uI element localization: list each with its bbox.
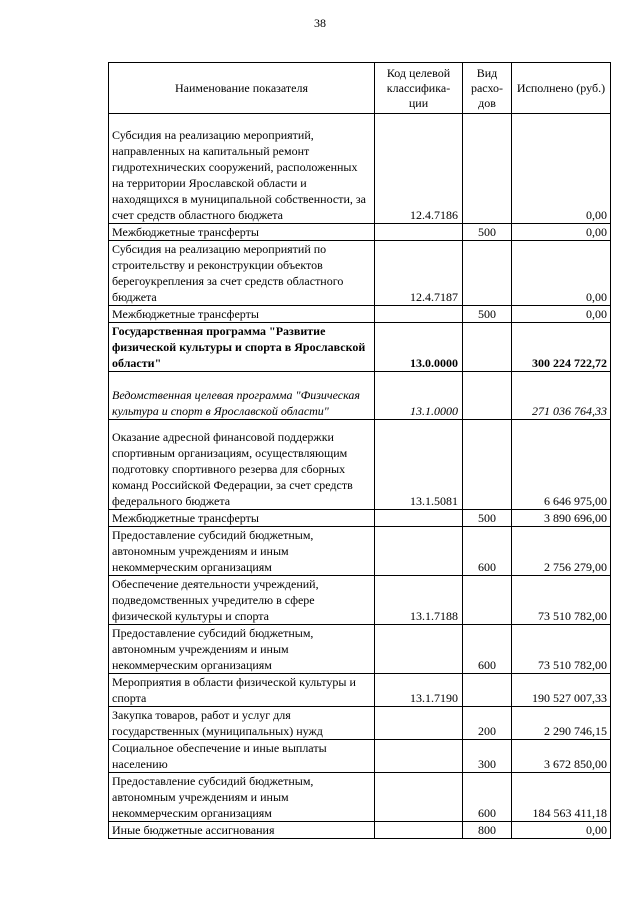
row-vid-cell: 300 [463,740,512,773]
row-code-cell [375,625,463,674]
row-amount-cell: 0,00 [512,822,611,839]
row-vid-cell: 200 [463,707,512,740]
header-code: Код целевой классифика-ции [375,63,463,114]
row-code-cell [375,822,463,839]
table-row [109,241,611,306]
row-code-cell [375,740,463,773]
row-amount-cell: 184 563 411,18 [512,773,611,822]
row-name-cell: Межбюджетные трансферты [109,510,375,527]
row-vid-cell: 600 [463,625,512,674]
row-name-cell: Ведомственная целевая программа "Физическая культура и спорт в Ярославской области" [109,372,375,420]
row-name-cell: Предоставление субсидий бюджетным, автономным учреждениям и иным некоммерческим организациям [109,527,375,576]
row-vid-cell: 500 [463,510,512,527]
row-name-cell: Обеспечение деятельности учреждений, подведомственных учредителю в сфере физической культуры и спорта [109,576,375,625]
row-code-cell [375,527,463,576]
row-vid-cell [463,323,512,372]
row-vid-cell [463,372,512,420]
table-row [109,372,611,420]
row-vid-cell [463,114,512,224]
row-code-cell: 13.1.5081 [375,420,463,510]
table-header-row [109,63,611,114]
row-name-cell: Предоставление субсидий бюджетным, автономным учреждениям и иным некоммерческим организациям [109,625,375,674]
table-row [109,674,611,707]
table-row [109,420,611,510]
table-row [109,773,611,822]
row-vid-cell: 500 [463,306,512,323]
row-code-cell [375,773,463,822]
row-name-cell: Субсидия на реализацию мероприятий по строительству и реконструкции объектов берегоукрепления за счет средств областного бюджета [109,241,375,306]
header-vid: Вид расхо-дов [463,63,512,114]
row-amount-cell: 0,00 [512,224,611,241]
header-amount: Исполнено (руб.) [512,63,611,114]
row-amount-cell: 73 510 782,00 [512,576,611,625]
row-vid-cell: 500 [463,224,512,241]
row-amount-cell: 0,00 [512,114,611,224]
row-amount-cell: 6 646 975,00 [512,420,611,510]
row-name-cell: Оказание адресной финансовой поддержки спортивным организациям, осуществляющим подготовку спортивного резерва для сборных команд Российской Федерации, за счет средств федерального бюджета [109,420,375,510]
row-vid-cell: 600 [463,527,512,576]
row-name-cell: Социальное обеспечение и иные выплаты населению [109,740,375,773]
row-amount-cell: 3 672 850,00 [512,740,611,773]
row-vid-cell [463,576,512,625]
row-amount-cell: 0,00 [512,241,611,306]
table-row [109,740,611,773]
header-name: Наименование показателя [109,63,375,114]
row-amount-cell: 190 527 007,33 [512,674,611,707]
table-row [109,707,611,740]
table-row [109,114,611,224]
row-code-cell: 13.1.0000 [375,372,463,420]
row-name-cell: Иные бюджетные ассигнования [109,822,375,839]
table-row [109,576,611,625]
table-row [109,323,611,372]
page-number: 38 [314,16,326,30]
row-amount-cell: 0,00 [512,306,611,323]
row-code-cell [375,510,463,527]
row-amount-cell: 300 224 722,72 [512,323,611,372]
row-code-cell [375,306,463,323]
row-name-cell: Межбюджетные трансферты [109,306,375,323]
row-amount-cell: 2 290 746,15 [512,707,611,740]
row-vid-cell [463,674,512,707]
table-row [109,822,611,839]
row-amount-cell: 3 890 696,00 [512,510,611,527]
table-row [109,306,611,323]
row-code-cell: 12.4.7186 [375,114,463,224]
row-amount-cell: 2 756 279,00 [512,527,611,576]
row-name-cell: Государственная программа "Развитие физической культуры и спорта в Ярославской области" [109,323,375,372]
row-name-cell: Субсидия на реализацию мероприятий, направленных на капитальный ремонт гидротехнических сооружений, расположенных на территории Ярославской области и находящихся в муниципальной собственности, за счет средств областного бюджета [109,114,375,224]
row-code-cell: 13.1.7188 [375,576,463,625]
row-vid-cell [463,420,512,510]
row-name-cell: Предоставление субсидий бюджетным, автономным учреждениям и иным некоммерческим организациям [109,773,375,822]
table-row [109,224,611,241]
row-code-cell [375,224,463,241]
row-name-cell: Мероприятия в области физической культуры и спорта [109,674,375,707]
row-vid-cell [463,241,512,306]
row-code-cell [375,707,463,740]
row-vid-cell: 800 [463,822,512,839]
row-name-cell: Закупка товаров, работ и услуг для государственных (муниципальных) нужд [109,707,375,740]
row-amount-cell: 73 510 782,00 [512,625,611,674]
budget-table [108,62,611,839]
table-row [109,527,611,576]
row-name-cell: Межбюджетные трансферты [109,224,375,241]
row-code-cell: 13.1.7190 [375,674,463,707]
row-vid-cell: 600 [463,773,512,822]
table-row [109,510,611,527]
row-code-cell: 13.0.0000 [375,323,463,372]
table-row [109,625,611,674]
row-amount-cell: 271 036 764,33 [512,372,611,420]
row-code-cell: 12.4.7187 [375,241,463,306]
